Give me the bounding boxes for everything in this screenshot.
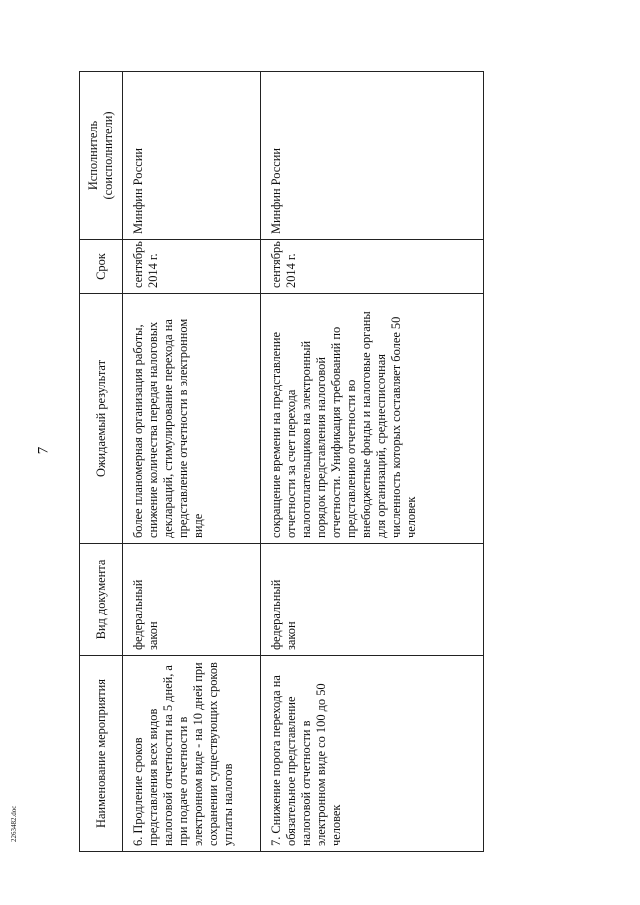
cell-deadline: сентябрь 2014 г. bbox=[261, 240, 484, 294]
cell-measure-name: 6. Продление сроков представления всех видов налоговой отчетности на 5 дней, а при подаче отчетности в электронном виде - на 10 дней при сохранении существующих сроков уплаты налогов bbox=[123, 656, 261, 852]
header-expected-result: Ожидаемый результат bbox=[80, 294, 123, 544]
measures-table bbox=[79, 71, 484, 852]
measures-table-rotated bbox=[79, 72, 484, 852]
document-file-code: 2263482.doc bbox=[10, 805, 18, 842]
header-document-type: Вид документа bbox=[80, 544, 123, 656]
header-measure-name: Наименование мероприятия bbox=[80, 656, 123, 852]
cell-deadline: сентябрь 2014 г. bbox=[123, 240, 261, 294]
cell-document-type: федеральный закон bbox=[123, 544, 261, 656]
header-deadline: Срок bbox=[80, 240, 123, 294]
cell-expected-result: более планомерная организация работы, снижение количества передач налоговых деклараций, стимулирование перехода на представление отчетности в электронном виде bbox=[123, 294, 261, 544]
page-number: 7 bbox=[35, 446, 52, 455]
table-row bbox=[123, 72, 261, 852]
cell-executor: Минфин России bbox=[123, 72, 261, 240]
cell-executor: Минфин России bbox=[261, 72, 484, 240]
cell-measure-name: 7. Снижение порога перехода на обязательное представление налоговой отчетности в электронном виде со 100 до 50 человек bbox=[261, 656, 484, 852]
table-header-row bbox=[80, 72, 123, 852]
table-row bbox=[261, 72, 484, 852]
cell-expected-result: сокращение времени на представление отчетности за счет перехода налогоплательщиков на электронный порядок представления налоговой отчетности. Унификация требований по представлению отчетности во внебюджетные фонды и налоговые органы для организаций, среднесписочная численность которых составляет более 50 человек bbox=[261, 294, 484, 544]
header-executor: Исполнитель (соисполнители) bbox=[80, 72, 123, 240]
cell-document-type: федеральный закон bbox=[261, 544, 484, 656]
